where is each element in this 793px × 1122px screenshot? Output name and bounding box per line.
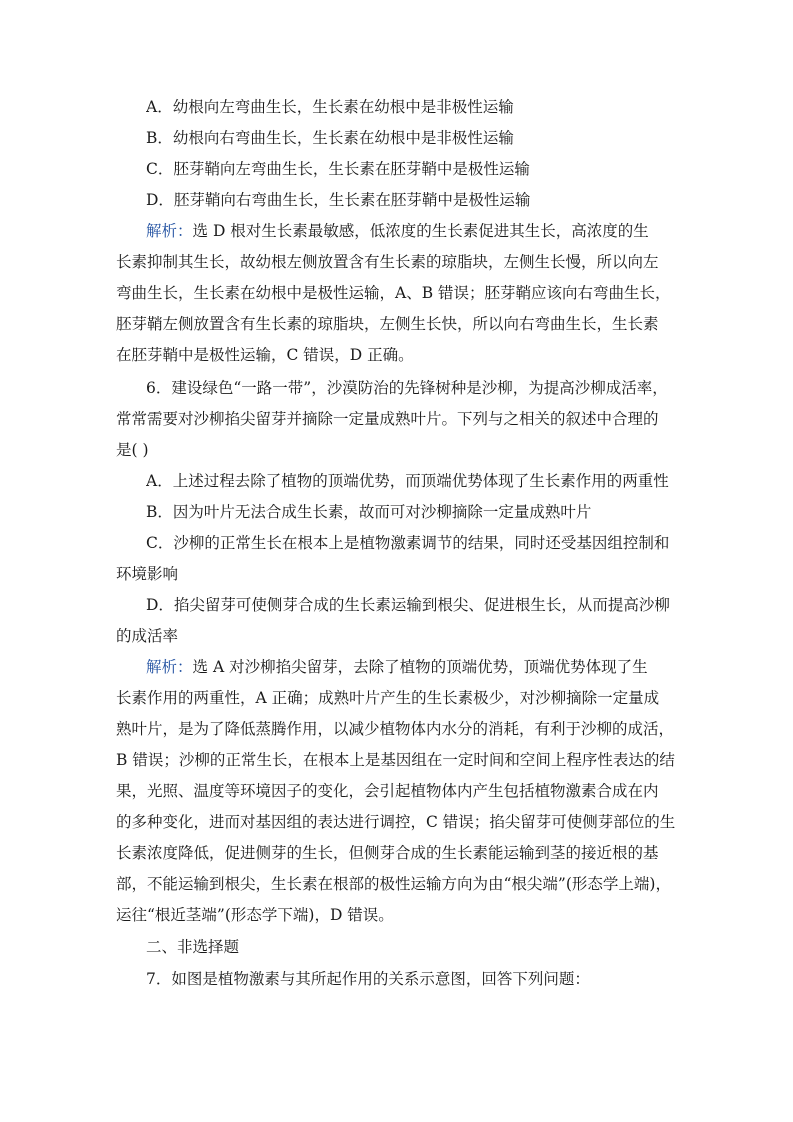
q5-option-c: C．胚芽鞘向左弯曲生长，生长素在胚芽鞘中是极性运输 [146, 160, 530, 178]
q6-option-c-cont: 环境影响 [116, 565, 179, 583]
q6-analysis-first-line [146, 657, 686, 677]
q6-analysis-text: 对沙柳掐尖留芽，去除了植物的顶端优势，顶端优势体现了生 [224, 658, 648, 676]
q6-analysis-answer: 选 A [192, 658, 225, 676]
q6-stem-line: 常常需要对沙柳掐尖留芽并摘除一定量成熟叶片。下列与之相关的叙述中合理的 [116, 410, 659, 428]
q5-analysis-label: 解析： [146, 222, 193, 240]
q5-option-b: B．幼根向右弯曲生长，生长素在幼根中是非极性运输 [146, 129, 514, 147]
q5-option-d: D．胚芽鞘向右弯曲生长，生长素在胚芽鞘中是极性运输 [146, 191, 531, 209]
q7-stem: 7．如图是植物激素与其所起作用的关系示意图，回答下列问题： [146, 970, 590, 988]
q5-analysis-text: 根对生长素最敏感，低浓度的生长素促进其生长，高浓度的生 [225, 222, 649, 240]
q5-analysis-line: 弯曲生长，生长素在幼根中是极性运输，A、B 错误；胚芽鞘应该向右弯曲生长， [116, 284, 671, 302]
q5-analysis-answer: 选 D [192, 222, 226, 240]
q6-analysis-line: B 错误；沙柳的正常生长，在根本上是基因组在一定时间和空间上程序性表达的结 [116, 751, 675, 769]
q6-analysis-line: 运往“根近茎端”(形态学下端)，D 错误。 [116, 906, 394, 924]
q6-option-d: D．掐尖留芽可使侧芽合成的生长素运输到根尖、促进根生长，从而提高沙柳 [146, 596, 670, 614]
section-title: 二、非选择题 [146, 938, 240, 956]
q6-analysis-line: 的多种变化，进而对基因组的表达进行调控，C 错误；掐尖留芽可使侧芽部位的生 [116, 813, 676, 831]
q5-option-a: A．幼根向左弯曲生长，生长素在幼根中是非极性运输 [146, 98, 514, 116]
q5-analysis-line: 长素抑制其生长，故幼根左侧放置含有生长素的琼脂块，左侧生长慢，所以向左 [116, 253, 659, 271]
q5-analysis-first-line [146, 221, 686, 241]
q6-option-d-cont: 的成活率 [116, 627, 179, 645]
q5-analysis-line: 胚芽鞘左侧放置含有生长素的琼脂块，左侧生长快，所以向右弯曲生长，生长素 [116, 315, 659, 333]
q6-analysis-line: 长素浓度降低，促进侧芽的生长，但侧芽合成的生长素能运输到茎的接近根的基 [116, 844, 659, 862]
q5-analysis-line: 在胚芽鞘中是极性运输，C 错误，D 正确。 [116, 346, 414, 364]
q6-analysis-line: 长素作用的两重性，A 正确；成熟叶片产生的生长素极少，对沙柳摘除一定量成 [116, 689, 660, 707]
q6-analysis-line: 果，光照、温度等环境因子的变化，会引起植物体内产生包括植物激素合成在内 [116, 782, 659, 800]
q6-stem-line: 是( ) [116, 441, 149, 459]
q6-option-c: C．沙柳的正常生长在根本上是植物激素调节的结果，同时还受基因组控制和 [146, 534, 670, 552]
q6-option-a: A．上述过程去除了植物的顶端优势，而顶端优势体现了生长素作用的两重性 [146, 472, 669, 490]
q6-analysis-label: 解析： [146, 658, 193, 676]
q6-analysis-line: 熟叶片，是为了降低蒸腾作用，以减少植物体内水分的消耗，有利于沙柳的成活， [116, 720, 675, 738]
q6-option-b: B．因为叶片无法合成生长素，故而可对沙柳摘除一定量成熟叶片 [146, 503, 592, 521]
q6-analysis-line: 部，不能运输到根尖，生长素在根部的极性运输方向为由“根尖端”(形态学上端)， [116, 875, 671, 893]
q6-stem-line: 6．建设绿色“一路一带”，沙漠防治的先锋树种是沙柳，为提高沙柳成活率， [146, 379, 668, 397]
